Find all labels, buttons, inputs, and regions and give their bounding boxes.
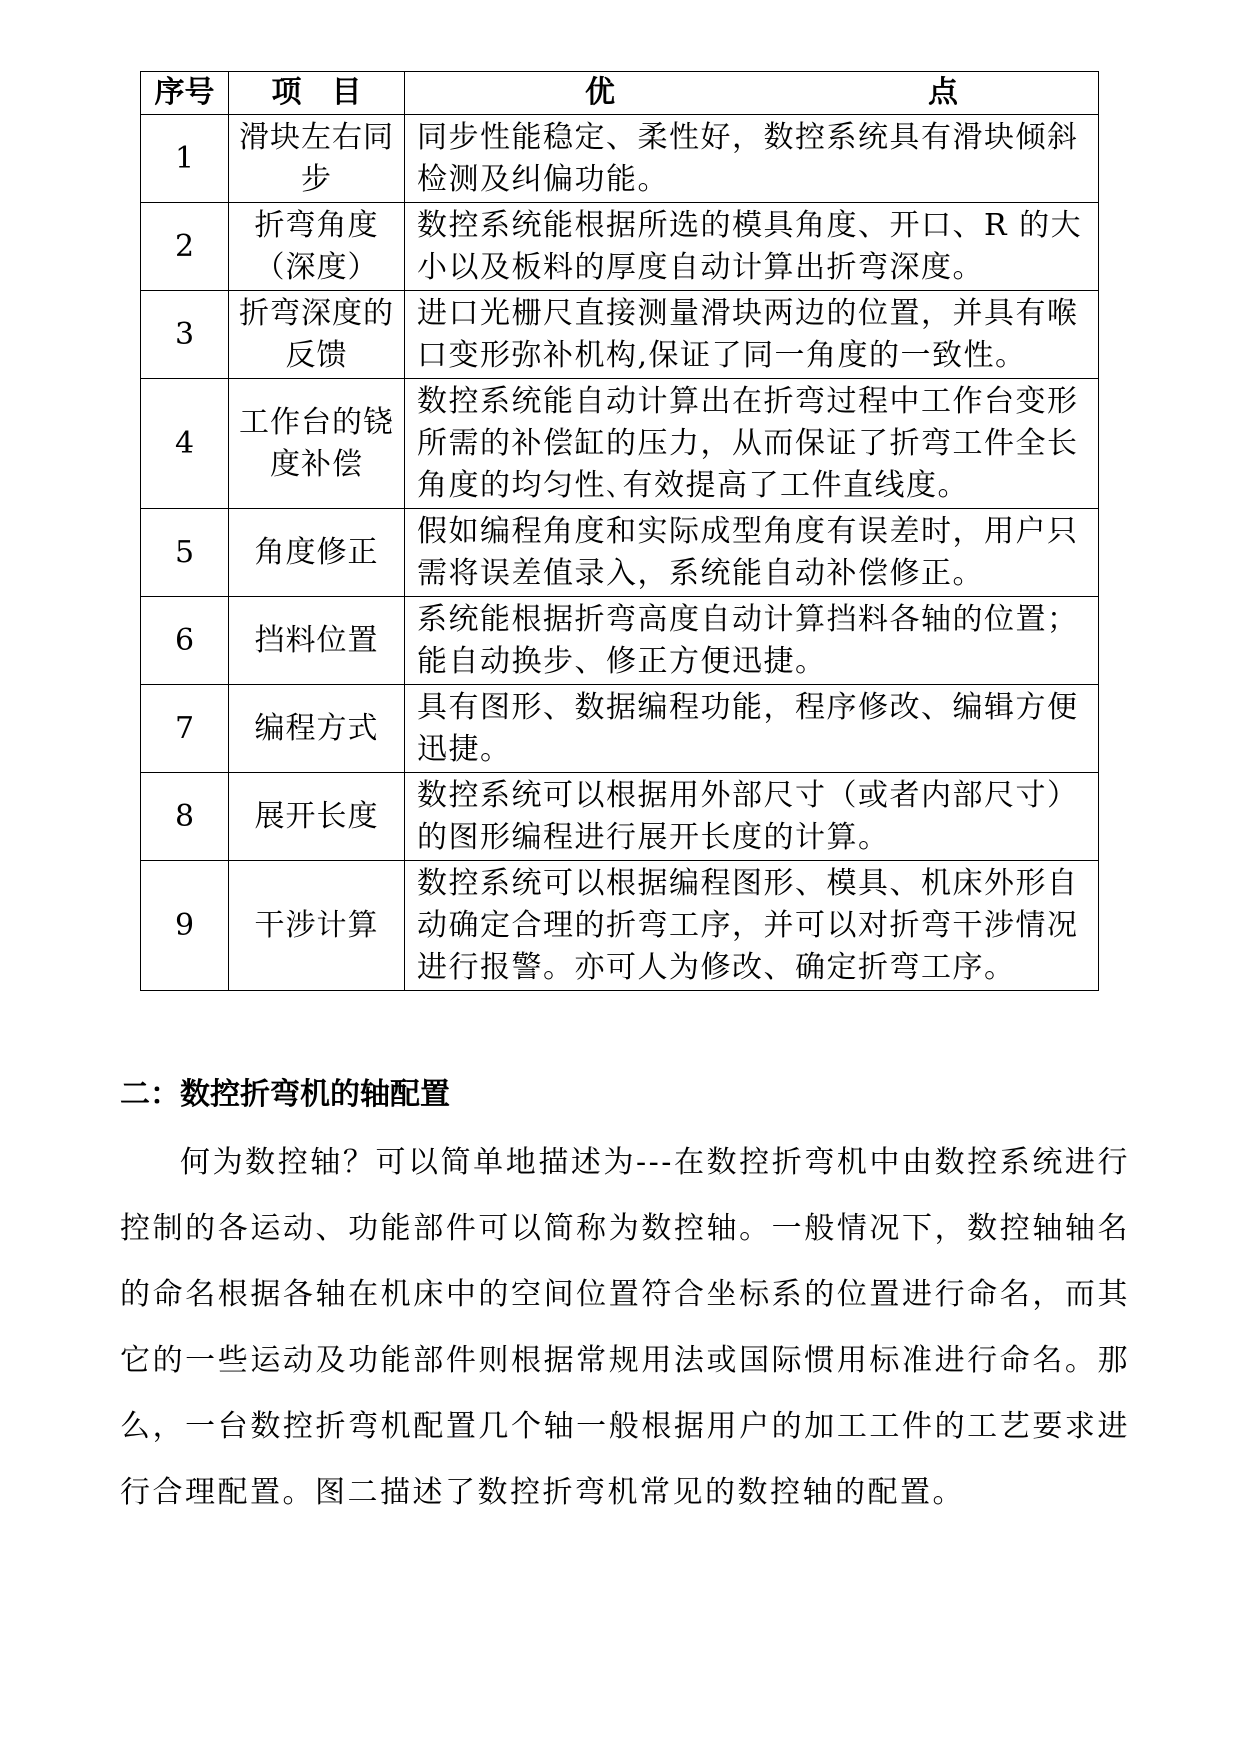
row-number: 8: [141, 773, 229, 861]
table-row: [141, 597, 1099, 685]
row-advantage: 数控系统可以根据用外部尺寸（或者内部尺寸）的图形编程进行展开长度的计算。: [405, 773, 1099, 861]
table-row: [141, 509, 1099, 597]
row-item: 干涉计算: [229, 861, 405, 991]
table-row: [141, 203, 1099, 291]
row-advantage: 数控系统能根据所选的模具角度、开口、R 的大小以及板料的厚度自动计算出折弯深度。: [405, 203, 1099, 291]
header-advantages-left: 优: [585, 75, 615, 110]
section-heading: 二：数控折弯机的轴配置: [120, 1077, 450, 1112]
row-number: 4: [141, 379, 229, 509]
body-paragraph: 何为数控轴？可以简单地描述为---在数控折弯机中由数控系统进行控制的各运动、功能部件可以简称为数控轴。一般情况下，数控轴轴名的命名根据各轴在机床中的空间位置符合坐标系的位置进行命名，而其它的一些运动及功能部件则根据常规用法或国际惯用标准进行命名。那么，一台数控折弯机配置几个轴一般根据用户的加工工件的工艺要求进行合理配置。图二描述了数控折弯机常见的数控轴的配置。: [120, 1145, 1130, 1510]
row-item: 折弯角度（深度）: [229, 203, 405, 291]
row-item: 滑块左右同步: [229, 115, 405, 203]
advantages-table: [140, 71, 1099, 991]
row-advantage: 具有图形、数据编程功能，程序修改、编辑方便迅捷。: [405, 685, 1099, 773]
row-advantage: 假如编程角度和实际成型角度有误差时，用户只需将误差值录入，系统能自动补偿修正。: [405, 509, 1099, 597]
row-number: 9: [141, 861, 229, 991]
row-item: 角度修正: [229, 509, 405, 597]
row-number: 2: [141, 203, 229, 291]
table-row: [141, 861, 1099, 991]
header-advantages: [405, 72, 1099, 115]
row-item: 折弯深度的反馈: [229, 291, 405, 379]
row-item: 展开长度: [229, 773, 405, 861]
row-item: 挡料位置: [229, 597, 405, 685]
row-advantage: 数控系统可以根据编程图形、模具、机床外形自动确定合理的折弯工序，并可以对折弯干涉情况进行报警。亦可人为修改、确定折弯工序。: [405, 861, 1099, 991]
row-item: 编程方式: [229, 685, 405, 773]
row-advantage: 同步性能稳定、柔性好，数控系统具有滑块倾斜检测及纠偏功能。: [405, 115, 1099, 203]
table-header-row: [141, 72, 1099, 115]
row-advantage: 数控系统能自动计算出在折弯过程中工作台变形所需的补偿缸的压力，从而保证了折弯工件全长角度的均匀性､有效提高了工件直线度。: [405, 379, 1099, 509]
header-advantages-right: 点: [928, 75, 958, 110]
row-number: 6: [141, 597, 229, 685]
row-number: 7: [141, 685, 229, 773]
table-row: [141, 379, 1099, 509]
row-number: 1: [141, 115, 229, 203]
row-number: 5: [141, 509, 229, 597]
table-row: [141, 291, 1099, 379]
table-row: [141, 773, 1099, 861]
row-advantage: 系统能根据折弯高度自动计算挡料各轴的位置；能自动换步、修正方便迅捷。: [405, 597, 1099, 685]
row-number: 3: [141, 291, 229, 379]
row-item: 工作台的铙度补偿: [229, 379, 405, 509]
header-item: 项 目: [229, 72, 405, 115]
table-row: [141, 685, 1099, 773]
table-row: [141, 115, 1099, 203]
row-advantage: 进口光栅尺直接测量滑块两边的位置，并具有喉口变形弥补机构,保证了同一角度的一致性。: [405, 291, 1099, 379]
header-number: 序号: [141, 72, 229, 115]
